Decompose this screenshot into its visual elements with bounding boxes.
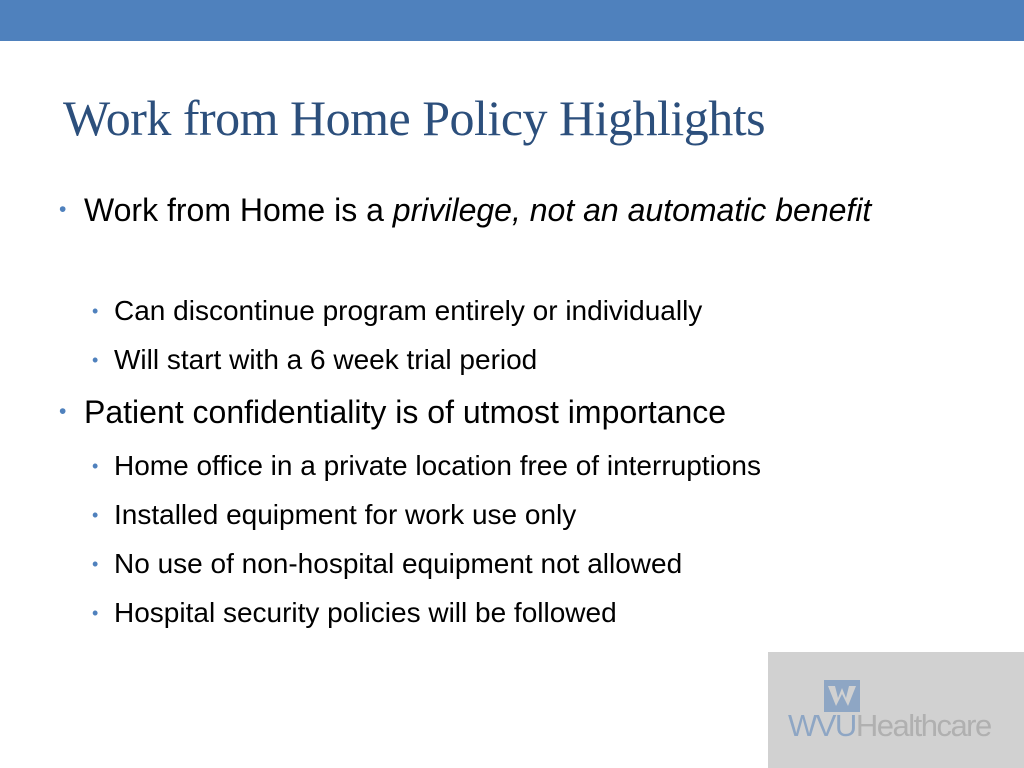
sub-bullet-item — [92, 340, 974, 380]
bullet-text: Work from Home is a — [84, 192, 393, 228]
bullet-marker: • — [92, 505, 99, 525]
bullet-item-privilege — [59, 187, 964, 233]
bullet-item-confidentiality — [59, 389, 964, 435]
sub-bullet-item — [92, 544, 974, 584]
logo-text-healthcare: Healthcare — [855, 708, 991, 743]
bullet-marker: • — [92, 456, 99, 476]
bullet-marker: • — [59, 198, 67, 221]
sub-bullet-text: Can discontinue program entirely or individually — [114, 295, 703, 326]
sub-bullet-item — [92, 495, 974, 535]
bullet-marker: • — [92, 350, 99, 370]
bullet-marker: • — [92, 603, 99, 623]
sub-bullet-item — [92, 593, 974, 633]
sub-bullet-text: Will start with a 6 week trial period — [114, 344, 538, 375]
wvu-healthcare-logo — [768, 652, 1024, 768]
bullet-marker: • — [92, 301, 99, 321]
sub-bullet-item — [92, 291, 974, 331]
sub-bullet-text: Home office in a private location free of interruptions — [114, 450, 761, 481]
sub-bullet-text: Installed equipment for work use only — [114, 499, 577, 530]
sub-bullet-text: Hospital security policies will be followed — [114, 597, 617, 628]
bullet-text: Patient confidentiality is of utmost importance — [84, 394, 727, 430]
bullet-text-italic: privilege, not an automatic benefit — [392, 192, 872, 228]
bullet-marker: • — [59, 400, 67, 423]
slide-title: Work from Home Policy Highlights — [63, 90, 766, 146]
bullet-marker: • — [92, 554, 99, 574]
sub-bullet-text: No use of non-hospital equipment not allowed — [114, 548, 683, 579]
sub-bullet-item — [92, 446, 974, 486]
logo-wordmark — [788, 708, 991, 744]
logo-text-wvu: WVU — [788, 708, 856, 743]
